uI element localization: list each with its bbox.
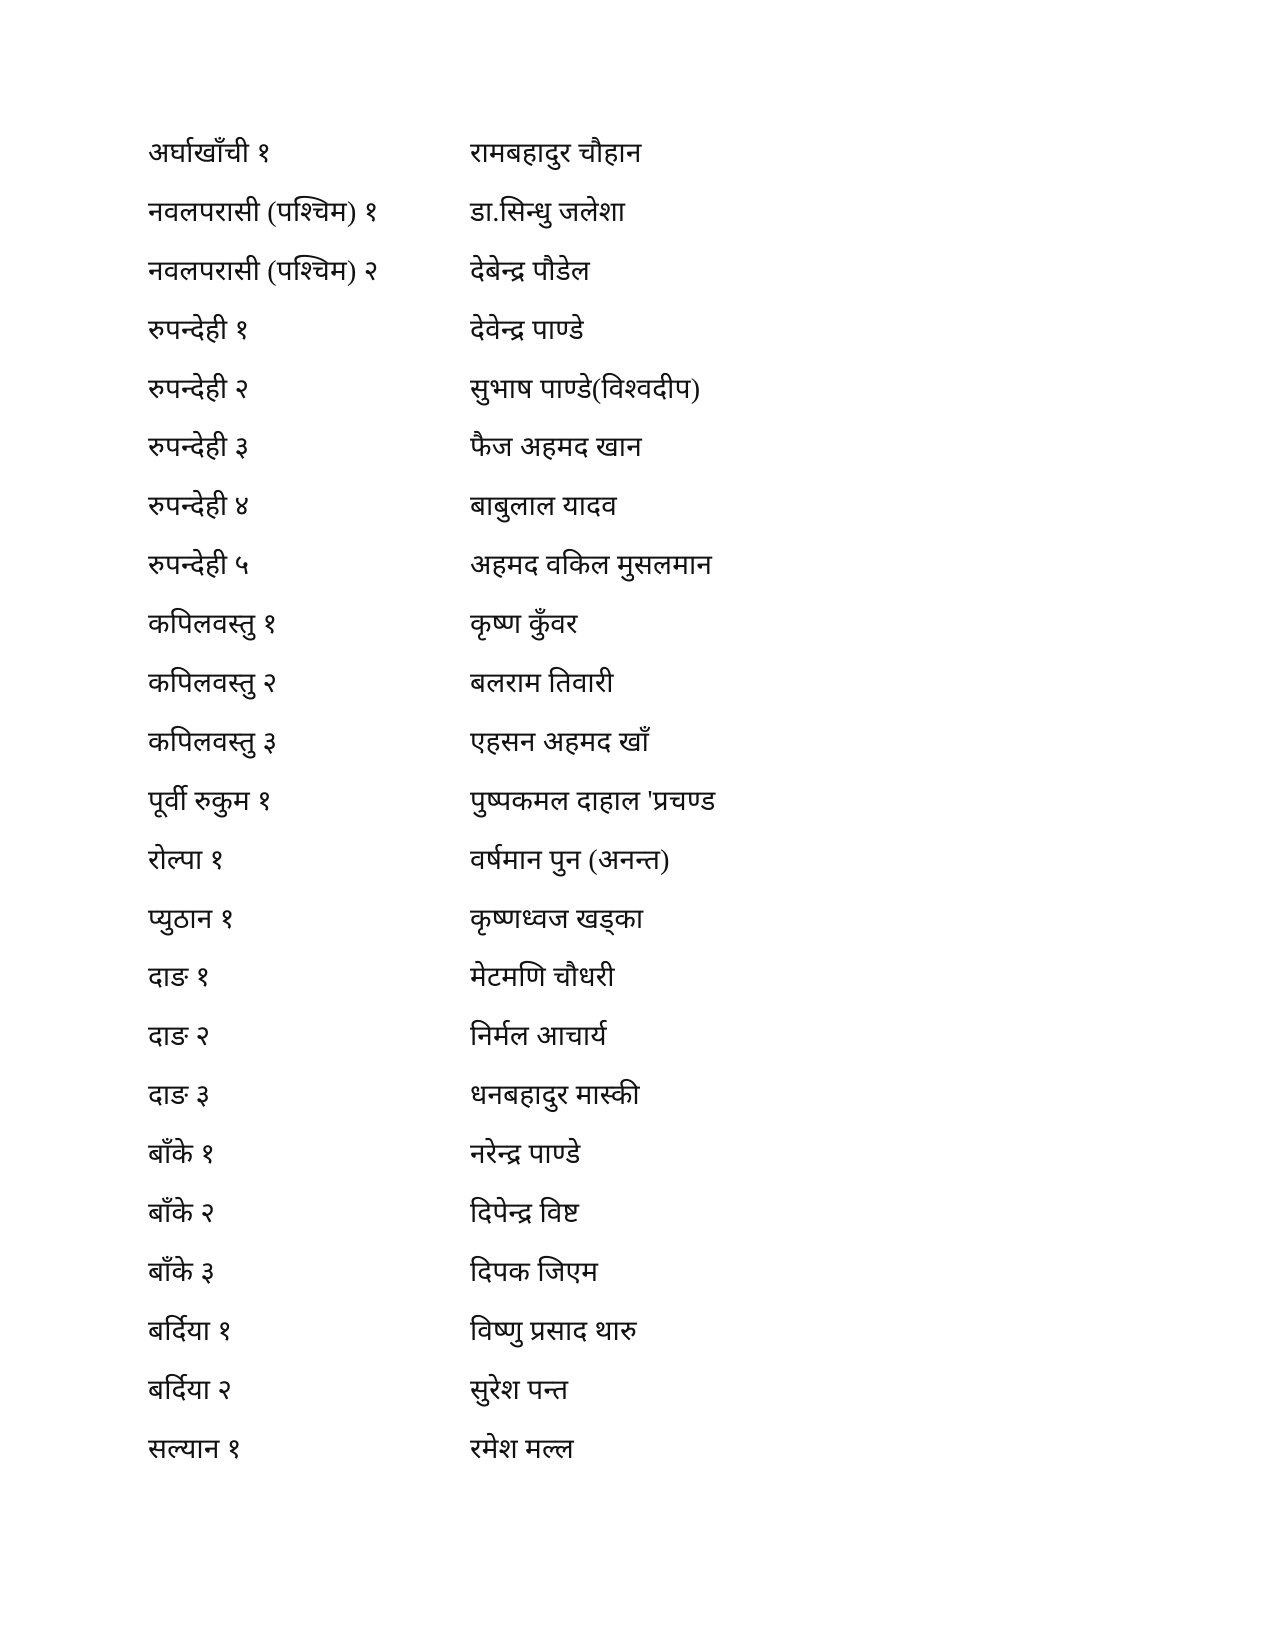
constituency-cell: बर्दिया १ xyxy=(148,1315,233,1347)
candidate-cell: बलराम तिवारी xyxy=(470,668,614,700)
constituency-cell: नवलपरासी (पश्चिम) १ xyxy=(148,196,379,228)
list-row xyxy=(148,1080,1235,1139)
list-row xyxy=(148,550,1235,609)
list-row xyxy=(148,374,1235,433)
list-row xyxy=(148,904,1235,963)
list-row xyxy=(148,1434,1235,1493)
constituency-cell: दाङ ३ xyxy=(148,1080,211,1112)
candidate-cell: पुष्पकमल दाहाल 'प्रचण्ड xyxy=(470,785,716,817)
list-row xyxy=(148,138,1235,197)
list-row xyxy=(148,1198,1235,1257)
constituency-cell: दाङ २ xyxy=(148,1021,211,1053)
candidate-cell: विष्णु प्रसाद थारु xyxy=(470,1315,637,1347)
candidate-cell: रमेश मल्ल xyxy=(470,1433,574,1465)
constituency-cell: नवलपरासी (पश्चिम) २ xyxy=(148,255,379,287)
candidate-cell: रामबहादुर चौहान xyxy=(470,138,642,169)
list-row xyxy=(148,1257,1235,1316)
constituency-cell: रुपन्देही ३ xyxy=(148,432,250,464)
list-row xyxy=(148,1375,1235,1434)
constituency-cell: रुपन्देही ५ xyxy=(148,550,250,582)
constituency-cell: रुपन्देही १ xyxy=(148,314,250,346)
constituency-cell: बर्दिया २ xyxy=(148,1374,233,1406)
candidate-cell: कृष्ण कुँवर xyxy=(470,609,578,641)
constituency-cell: रुपन्देही २ xyxy=(148,373,250,405)
candidate-cell: डा.सिन्धु जलेशा xyxy=(470,196,626,228)
candidate-cell: कृष्णध्वज खड्का xyxy=(470,903,644,935)
candidate-cell: मेटमणि चौधरी xyxy=(470,962,615,994)
candidate-cell: सुभाष पाण्डे(विश्वदीप) xyxy=(470,373,701,405)
candidate-cell: सुरेश पन्त xyxy=(470,1374,569,1406)
candidate-cell: धनबहादुर मास्की xyxy=(470,1080,640,1112)
constituency-cell: रुपन्देही ४ xyxy=(148,491,250,523)
candidate-cell: बाबुलाल यादव xyxy=(470,491,617,523)
list-row xyxy=(148,315,1235,374)
candidate-cell: अहमद वकिल मुसलमान xyxy=(470,550,713,582)
candidate-cell: दिपेन्द्र विष्ट xyxy=(470,1198,580,1230)
list-row xyxy=(148,197,1235,256)
candidate-cell: देवेन्द्र पाण्डे xyxy=(470,314,584,346)
list-row xyxy=(148,845,1235,904)
list-row xyxy=(148,609,1235,668)
candidate-cell: दिपक जिएम xyxy=(470,1256,599,1288)
list-row xyxy=(148,786,1235,845)
constituency-cell: कपिलवस्तु २ xyxy=(148,668,278,700)
constituency-cell: कपिलवस्तु ३ xyxy=(148,726,278,758)
list-row xyxy=(148,668,1235,727)
constituency-cell: सल्यान १ xyxy=(148,1433,242,1465)
list-row xyxy=(148,256,1235,315)
constituency-cell: रोल्पा १ xyxy=(148,844,225,876)
constituency-cell: दाङ १ xyxy=(148,962,211,994)
constituency-cell: बाँके १ xyxy=(148,1139,216,1171)
constituency-cell: प्युठान १ xyxy=(148,903,235,935)
candidate-cell: वर्षमान पुन (अनन्त) xyxy=(470,844,670,876)
list-row xyxy=(148,962,1235,1021)
candidate-cell: नरेन्द्र पाण्डे xyxy=(470,1139,581,1171)
list-row xyxy=(148,1316,1235,1375)
candidate-cell: देबेन्द्र पौडेल xyxy=(470,255,591,287)
constituency-cell: पूर्वी रुकुम १ xyxy=(148,785,272,817)
list-row xyxy=(148,491,1235,550)
list-row xyxy=(148,432,1235,491)
constituency-cell: बाँके ३ xyxy=(148,1256,216,1288)
constituency-cell: बाँके २ xyxy=(148,1198,216,1230)
candidate-cell: एहसन अहमद खाँ xyxy=(470,726,650,758)
list-row xyxy=(148,727,1235,786)
list-row xyxy=(148,1139,1235,1198)
constituency-cell: अर्घाखाँची १ xyxy=(148,138,272,169)
list-row xyxy=(148,1021,1235,1080)
constituency-list xyxy=(148,138,1235,1492)
candidate-cell: फैज अहमद खान xyxy=(470,432,642,464)
candidate-cell: निर्मल आचार्य xyxy=(470,1021,607,1053)
constituency-cell: कपिलवस्तु १ xyxy=(148,609,278,641)
